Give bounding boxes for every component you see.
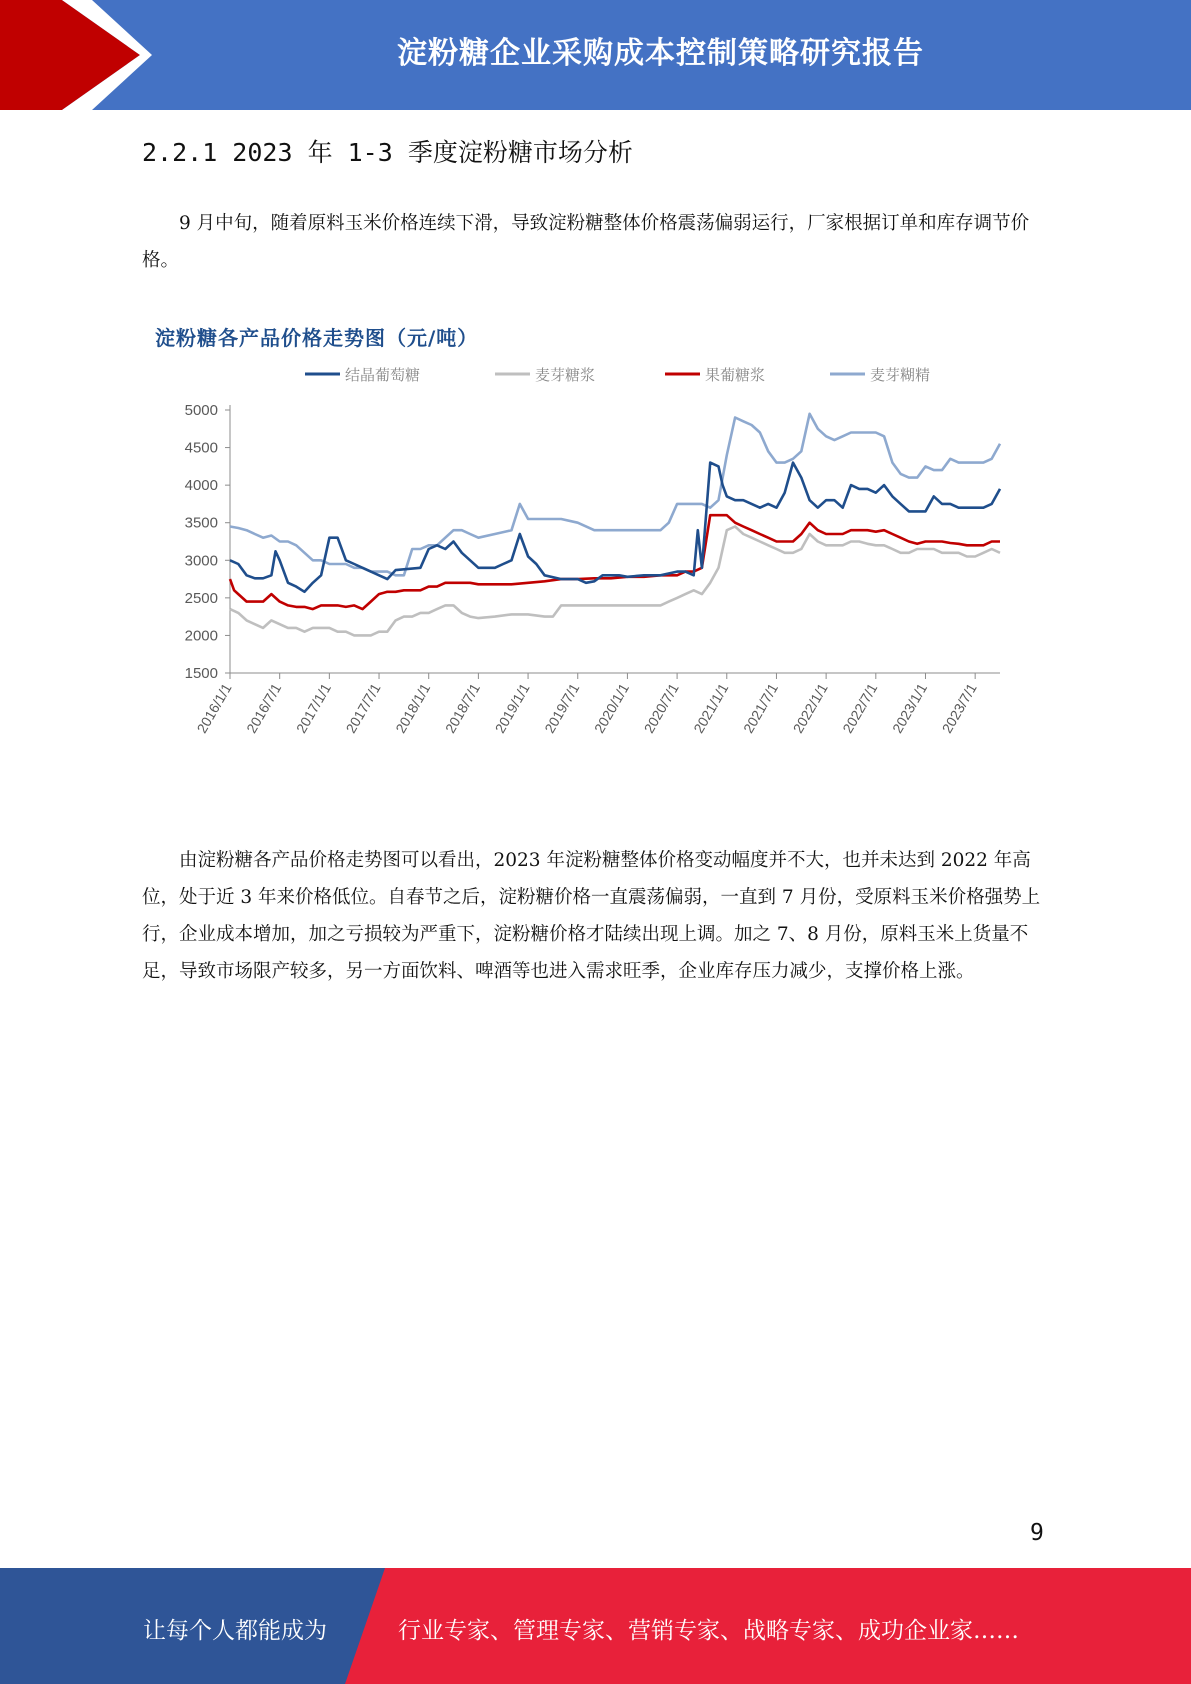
x-tick-label: 2016/1/1 <box>193 680 235 736</box>
y-axis <box>185 402 230 682</box>
footer-slogan-right: 行业专家、管理专家、营销专家、战略专家、成功企业家…… <box>398 1618 1019 1644</box>
y-tick-label: 2500 <box>184 589 218 607</box>
y-tick-label: 1500 <box>184 665 218 682</box>
y-tick-label: 3000 <box>184 552 218 570</box>
header-arrow-decoration <box>0 0 160 110</box>
y-tick-label: 4500 <box>184 439 218 457</box>
section-heading: 2.2.1 2023 年 1-3 季度淀粉糖市场分析 <box>142 138 633 167</box>
intro-paragraph: 9 月中旬，随着原料玉米价格连续下滑，导致淀粉糖整体价格震荡偏弱运行，厂家根据订单和库存调节价格。 <box>142 213 1030 271</box>
x-tick-label: 2019/1/1 <box>491 680 533 736</box>
x-tick-label: 2018/7/1 <box>441 680 483 736</box>
x-tick-label: 2020/7/1 <box>640 680 682 736</box>
x-tick-label: 2023/7/1 <box>938 680 980 736</box>
page-number: 9 <box>1030 1520 1044 1546</box>
y-tick-label: 2000 <box>184 627 218 645</box>
x-tick-label: 2021/7/1 <box>739 680 782 736</box>
x-tick-label: 2016/7/1 <box>243 680 285 736</box>
x-tick-label: 2023/1/1 <box>888 680 931 736</box>
analysis-paragraph: 由淀粉糖各产品价格走势图可以看出，2023 年淀粉糖整体价格变动幅度并不大，也并未达到 2022 年高位，处于近 3 年来价格低位。自春节之后，淀粉糖价格一直震荡偏弱，一直到 7 月份，受原料玉米价格强势上行，企业成本增加，加之亏损较为严重下，淀粉糖价格才陆续出现上调。加之 7、8 月份，原料玉米上货量不足，导致市场限产较多，另一方面饮料、啤酒等也进入需求旺季，企业库存压力减少，支撑价格上涨。 <box>142 850 1041 982</box>
x-tick-label: 2017/7/1 <box>342 680 384 736</box>
page-header <box>0 0 1191 110</box>
y-tick-label: 4000 <box>184 477 218 495</box>
series-line-0 <box>230 463 1000 592</box>
legend-label: 结晶葡萄糖 <box>345 366 421 384</box>
y-tick-label: 5000 <box>184 402 218 419</box>
y-tick-label: 3500 <box>184 514 218 532</box>
report-title: 淀粉糖企业采购成本控制策略研究报告 <box>397 36 924 71</box>
x-axis <box>193 673 1000 736</box>
x-tick-label: 2017/1/1 <box>292 680 334 736</box>
legend-label: 果葡糖浆 <box>705 366 766 384</box>
x-tick-label: 2018/1/1 <box>392 680 434 736</box>
x-tick-label: 2019/7/1 <box>541 680 583 736</box>
x-tick-label: 2022/7/1 <box>839 680 881 736</box>
series-line-3 <box>230 414 1000 576</box>
x-tick-label: 2021/1/1 <box>690 680 732 736</box>
chart-legend <box>305 366 930 384</box>
x-tick-label: 2020/1/1 <box>590 680 633 736</box>
price-trend-chart <box>140 355 1020 775</box>
chart-series <box>230 414 1000 636</box>
footer-slogan-left: 让每个人都能成为 <box>143 1618 327 1644</box>
series-line-1 <box>230 527 1000 636</box>
legend-label: 麦芽糊精 <box>870 366 931 384</box>
chart-title: 淀粉糖各产品价格走势图（元/吨） <box>155 326 479 350</box>
legend-label: 麦芽糖浆 <box>535 366 596 384</box>
x-tick-label: 2022/1/1 <box>789 680 831 736</box>
page-footer <box>0 1568 1191 1684</box>
